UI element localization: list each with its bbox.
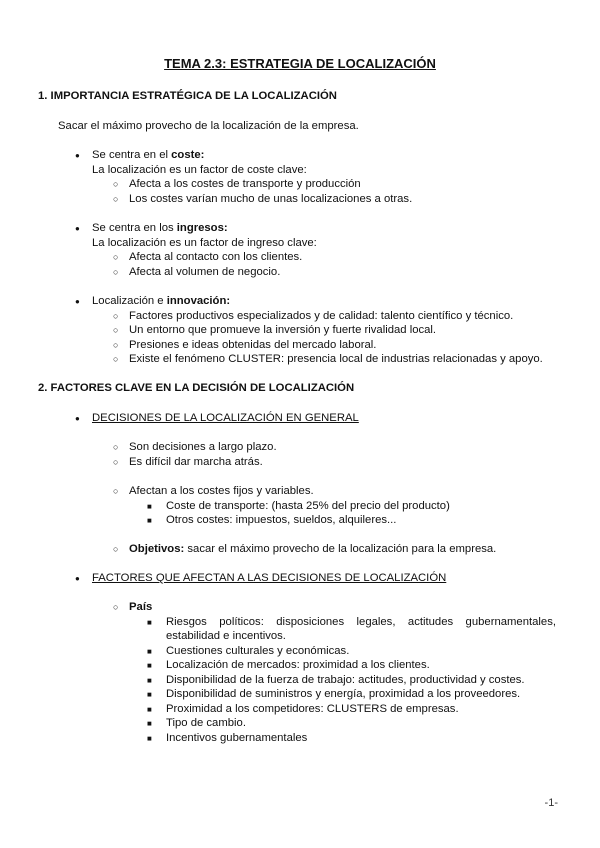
objetivos-text: sacar el máximo provecho de la localización para la empresa.	[184, 543, 497, 555]
list-item: ■ Disponibilidad de la fuerza de trabajo: actitudes, productividad y costes.	[166, 674, 525, 686]
list-item: ■ Proximidad a los competidores: CLUSTERS de empresas.	[166, 703, 459, 715]
list-item-coste	[92, 149, 204, 161]
list-item-costes: ○ Afectan a los costes fijos y variables.	[129, 485, 314, 497]
list-item: ■ Cuestiones culturales y económicas.	[166, 645, 349, 657]
innovacion-lead: Localización e	[92, 295, 167, 307]
list-item: ○ Los costes varían mucho de unas localizaciones a otras.	[129, 193, 412, 205]
page-number: -1-	[544, 797, 558, 809]
list-item: ■ Riesgos políticos: disposiciones legales, actitudes gubernamentales,	[166, 616, 556, 628]
list-item-objetivos	[129, 543, 496, 555]
subsection-general: ● DECISIONES DE LA LOCALIZACIÓN EN GENERAL	[92, 412, 359, 424]
section-2-heading: 2. FACTORES CLAVE EN LA DECISIÓN DE LOCALIZACIÓN	[38, 382, 355, 394]
list-item-innovacion	[92, 295, 230, 307]
list-item: ○ Es difícil dar marcha atrás.	[129, 456, 263, 468]
list-item: ○ Presiones e ideas obtenidas del mercado laboral.	[129, 339, 376, 351]
coste-line: La localización es un factor de coste clave:	[92, 164, 307, 176]
coste-lead: Se centra en el	[92, 149, 172, 161]
list-item-continuation: estabilidad e incentivos.	[166, 630, 286, 642]
list-item: ■ Disponibilidad de suministros y energía, proximidad a los proveedores.	[166, 688, 520, 700]
list-item: ○ Existe el fenómeno CLUSTER: presencia local de industrias relacionadas y apoyo.	[129, 353, 543, 365]
list-item: ■ Localización de mercados: proximidad a los clientes.	[166, 659, 430, 671]
section-1-heading: 1. IMPORTANCIA ESTRATÉGICA DE LA LOCALIZACIÓN	[38, 90, 337, 102]
list-item: ○ Afecta al volumen de negocio.	[129, 266, 280, 278]
coste-bold: coste:	[171, 149, 205, 161]
list-item: ■ Incentivos gubernamentales	[166, 732, 307, 744]
list-item-ingresos	[92, 222, 228, 234]
page-title: TEMA 2.3: ESTRATEGIA DE LOCALIZACIÓN	[164, 56, 436, 71]
list-item: ■ Otros costes: impuestos, sueldos, alquileres...	[166, 514, 396, 526]
list-item: ○ Afecta al contacto con los clientes.	[129, 251, 302, 263]
subsection-factores: ● FACTORES QUE AFECTAN A LAS DECISIONES DE LOCALIZACIÓN	[92, 572, 446, 584]
list-item: ○ Factores productivos especializados y de calidad: talento científico y técnico.	[129, 310, 513, 322]
list-item: ○ Afecta a los costes de transporte y producción	[129, 178, 361, 190]
list-item: ■ Tipo de cambio.	[166, 717, 246, 729]
ingresos-bold: ingresos:	[176, 222, 228, 234]
ingresos-line: La localización es un factor de ingreso clave:	[92, 237, 317, 249]
objetivos-bold: Objetivos:	[129, 543, 185, 555]
ingresos-lead: Se centra en los	[92, 222, 177, 234]
list-item: ○ Son decisiones a largo plazo.	[129, 441, 277, 453]
list-item: ■ Coste de transporte: (hasta 25% del precio del producto)	[166, 500, 450, 512]
pais-label: ○ País	[129, 601, 152, 613]
section-1-intro: Sacar el máximo provecho de la localización de la empresa.	[58, 120, 359, 132]
innovacion-bold: innovación:	[166, 295, 231, 307]
list-item: ○ Un entorno que promueve la inversión y fuerte rivalidad local.	[129, 324, 436, 336]
